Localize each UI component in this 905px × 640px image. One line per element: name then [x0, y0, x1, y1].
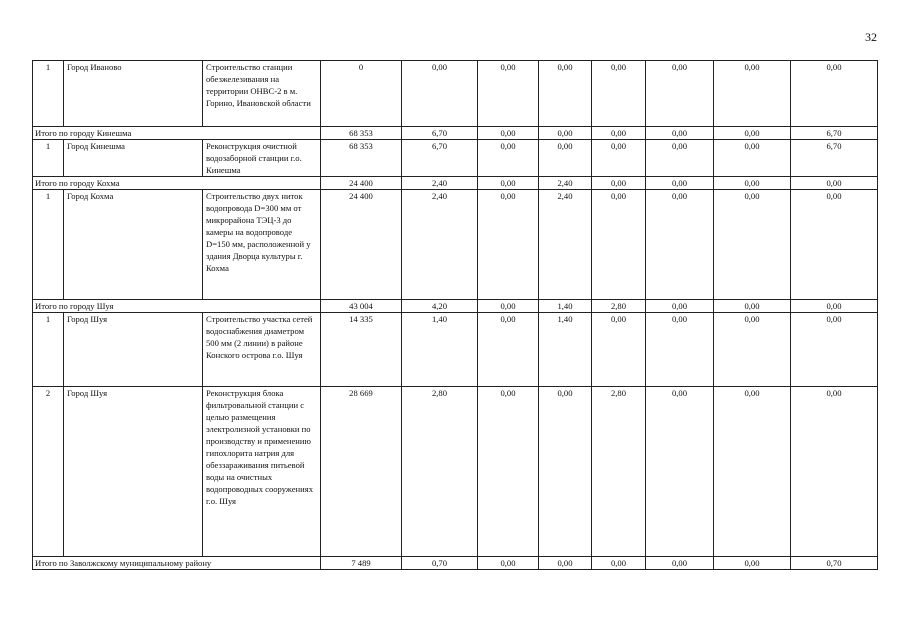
value-cell: 0,00: [402, 61, 478, 127]
value-cell: 0,00: [592, 177, 646, 190]
value-cell: 0,00: [714, 190, 791, 300]
value-cell: 0,00: [791, 61, 878, 127]
subtotal-label: Итого по городу Кинешма: [33, 127, 321, 140]
value-cell: 0,00: [539, 557, 592, 570]
value-cell: 0: [321, 61, 402, 127]
value-cell: 0,00: [714, 177, 791, 190]
city-name: Город Кохма: [64, 190, 203, 300]
project-description: Строительство станции обезжелезивания на территории ОНВС-2 в м. Горино, Ивановской области: [203, 61, 321, 127]
value-cell: 0,00: [478, 140, 539, 177]
project-description: Реконструкция очистной водозаборной станции г.о. Кинешма: [203, 140, 321, 177]
value-cell: 6,70: [402, 127, 478, 140]
value-cell: 2,80: [592, 387, 646, 557]
subtotal-label: Итого по Заволжскому муниципальному району: [33, 557, 321, 570]
value-cell: 28 669: [321, 387, 402, 557]
value-cell: 68 353: [321, 140, 402, 177]
value-cell: 0,00: [791, 313, 878, 387]
value-cell: 0,00: [592, 313, 646, 387]
table-row: [33, 387, 878, 557]
value-cell: 68 353: [321, 127, 402, 140]
project-description: Реконструкция блока фильтровальной станции с целью размещения электролизной установки по производству и применению гипохлорита натрия для обеззараживания питьевой воды на очистных водопроводных сооружениях г.о. Шуя: [203, 387, 321, 557]
value-cell: 0,00: [539, 127, 592, 140]
value-cell: 1,40: [539, 300, 592, 313]
value-cell: 0,00: [646, 140, 714, 177]
value-cell: 0,00: [791, 300, 878, 313]
subtotal-row: [33, 300, 878, 313]
value-cell: 2,80: [592, 300, 646, 313]
value-cell: 0,00: [478, 313, 539, 387]
value-cell: 0,00: [646, 127, 714, 140]
value-cell: 0,70: [402, 557, 478, 570]
city-name: Город Кинешма: [64, 140, 203, 177]
subtotal-row: [33, 127, 878, 140]
value-cell: 0,00: [539, 387, 592, 557]
row-number: 1: [33, 313, 64, 387]
value-cell: 0,00: [714, 300, 791, 313]
row-number: 1: [33, 61, 64, 127]
value-cell: 0,00: [478, 557, 539, 570]
value-cell: 0,00: [592, 557, 646, 570]
value-cell: 0,00: [646, 313, 714, 387]
page-number: 32: [865, 30, 877, 44]
value-cell: 0,00: [539, 61, 592, 127]
value-cell: 0,00: [592, 61, 646, 127]
table-row: [33, 140, 878, 177]
value-cell: 0,00: [539, 140, 592, 177]
value-cell: 7 489: [321, 557, 402, 570]
value-cell: 0,00: [478, 127, 539, 140]
value-cell: 1,40: [539, 313, 592, 387]
value-cell: 6,70: [791, 127, 878, 140]
value-cell: 2,40: [539, 177, 592, 190]
value-cell: 0,70: [791, 557, 878, 570]
row-number: 2: [33, 387, 64, 557]
value-cell: 4,20: [402, 300, 478, 313]
value-cell: 6,70: [791, 140, 878, 177]
subtotal-label: Итого по городу Кохма: [33, 177, 321, 190]
value-cell: 0,00: [646, 177, 714, 190]
table-body: [33, 61, 878, 570]
row-number: 1: [33, 190, 64, 300]
value-cell: 0,00: [791, 190, 878, 300]
value-cell: 0,00: [791, 177, 878, 190]
value-cell: 43 004: [321, 300, 402, 313]
value-cell: 0,00: [478, 190, 539, 300]
subtotal-label: Итого по городу Шуя: [33, 300, 321, 313]
city-name: Город Иваново: [64, 61, 203, 127]
value-cell: 2,40: [402, 190, 478, 300]
value-cell: 0,00: [646, 557, 714, 570]
value-cell: 0,00: [714, 140, 791, 177]
value-cell: 0,00: [714, 127, 791, 140]
value-cell: 0,00: [592, 190, 646, 300]
value-cell: 0,00: [478, 61, 539, 127]
value-cell: 0,00: [478, 177, 539, 190]
value-cell: 24 400: [321, 190, 402, 300]
budget-table: [32, 60, 878, 570]
value-cell: 1,40: [402, 313, 478, 387]
value-cell: 0,00: [714, 557, 791, 570]
value-cell: 0,00: [714, 313, 791, 387]
value-cell: 2,40: [402, 177, 478, 190]
value-cell: 0,00: [646, 387, 714, 557]
value-cell: 0,00: [592, 140, 646, 177]
project-description: Строительство участка сетей водоснабжения диаметром 500 мм (2 линии) в районе Конского острова г.о. Шуя: [203, 313, 321, 387]
value-cell: 6,70: [402, 140, 478, 177]
value-cell: 0,00: [646, 61, 714, 127]
value-cell: 0,00: [646, 300, 714, 313]
table-row: [33, 61, 878, 127]
row-number: 1: [33, 140, 64, 177]
value-cell: 0,00: [478, 300, 539, 313]
city-name: Город Шуя: [64, 313, 203, 387]
city-name: Город Шуя: [64, 387, 203, 557]
subtotal-row: [33, 557, 878, 570]
table-row: [33, 313, 878, 387]
value-cell: 0,00: [791, 387, 878, 557]
value-cell: 0,00: [478, 387, 539, 557]
value-cell: 0,00: [646, 190, 714, 300]
value-cell: 0,00: [714, 61, 791, 127]
subtotal-row: [33, 177, 878, 190]
value-cell: 14 335: [321, 313, 402, 387]
value-cell: 24 400: [321, 177, 402, 190]
project-description: Строительство двух ниток водопровода D=300 мм от микрорайона ТЭЦ-3 до камеры на водопроводе D=150 мм, расположенной у здания Дворца культуры г. Кохма: [203, 190, 321, 300]
value-cell: 0,00: [592, 127, 646, 140]
table-row: [33, 190, 878, 300]
value-cell: 2,80: [402, 387, 478, 557]
value-cell: 0,00: [714, 387, 791, 557]
value-cell: 2,40: [539, 190, 592, 300]
